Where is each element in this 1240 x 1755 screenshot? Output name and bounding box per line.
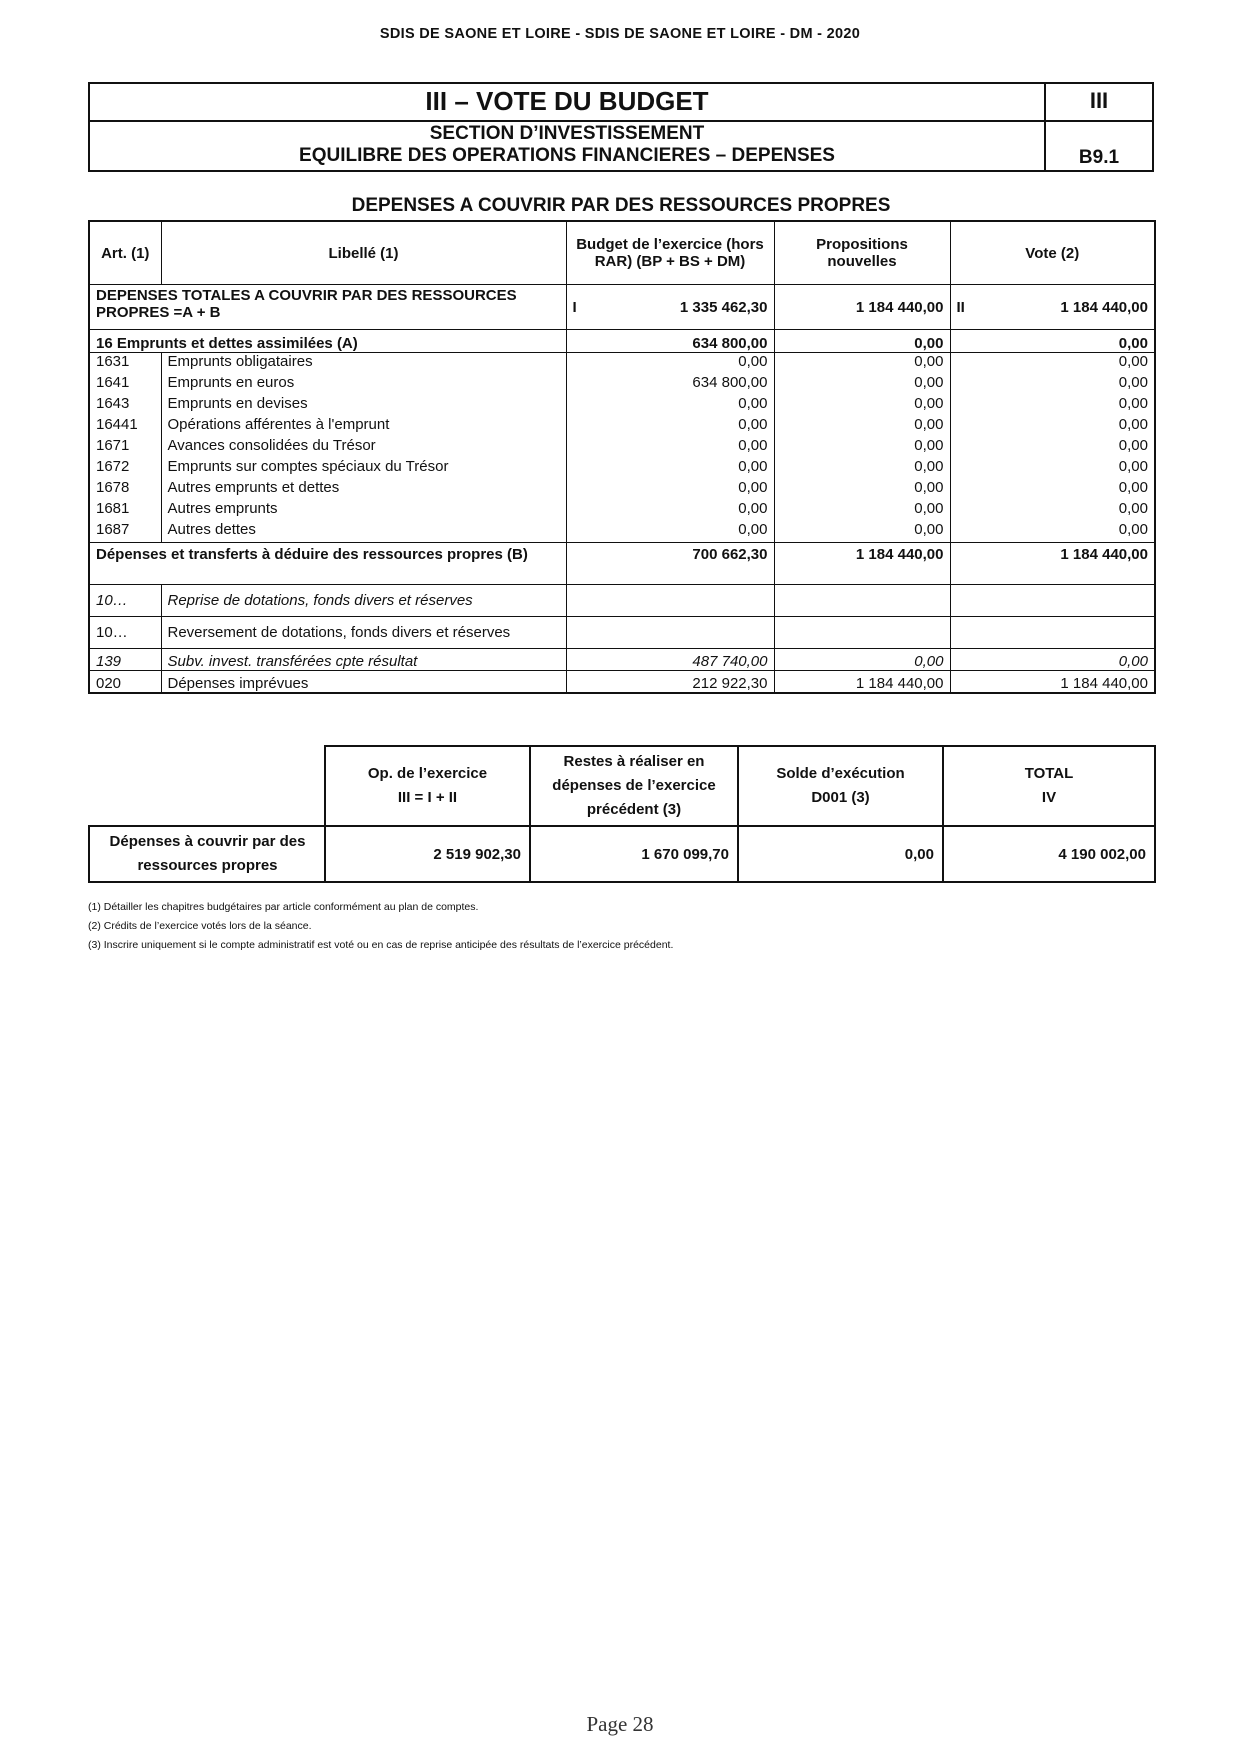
- group-b-vote: 1 184 440,00: [950, 543, 1155, 585]
- table-row: 16441 Opérations afférentes à l'emprunt 0,00 0,00 0,00: [89, 416, 1155, 437]
- summary-corner: [89, 746, 325, 826]
- summary-header-solde: Solde d’exécution D001 (3): [738, 746, 943, 826]
- summary-restes: 1 670 099,70: [530, 826, 738, 882]
- header-propositions: Propositions nouvelles: [774, 221, 950, 285]
- section-title: DEPENSES A COUVRIR PAR DES RESSOURCES PROPRES: [351, 195, 891, 216]
- group-a-vote: 0,00: [950, 330, 1155, 353]
- group-a-budget: 634 800,00: [566, 330, 774, 353]
- group-b-label: Dépenses et transferts à déduire des ressources propres (B): [89, 543, 566, 585]
- group-b-budget: 700 662,30: [566, 543, 774, 585]
- main-title: III – VOTE DU BUDGET: [425, 86, 709, 116]
- group-a-propositions: 0,00: [774, 330, 950, 353]
- table-row: 10… Reprise de dotations, fonds divers et réserves: [89, 585, 1155, 617]
- table-row: 020 Dépenses imprévues 212 922,30 1 184 440,00 1 184 440,00: [89, 671, 1155, 694]
- summary-header-row: [89, 746, 1155, 826]
- summary-solde: 0,00: [738, 826, 943, 882]
- table-row: 10… Reversement de dotations, fonds divers et réserves: [89, 617, 1155, 649]
- header-vote: Vote (2): [950, 221, 1155, 285]
- total-propositions: 1 184 440,00: [774, 285, 950, 330]
- table-header-row: [89, 221, 1155, 285]
- total-budget: I 1 335 462,30: [566, 285, 774, 330]
- document-header: SDIS DE SAONE ET LOIRE - SDIS DE SAONE ET LOIRE - DM - 2020: [379, 26, 861, 42]
- table-row: 1678 Autres emprunts et dettes 0,00 0,00 0,00: [89, 479, 1155, 500]
- header-art: Art. (1): [89, 221, 161, 285]
- table-row: 139 Subv. invest. transférées cpte résultat 487 740,00 0,00 0,00: [89, 649, 1155, 671]
- table-row: 1672 Emprunts sur comptes spéciaux du Trésor 0,00 0,00 0,00: [89, 458, 1155, 479]
- footnote: (3) Inscrire uniquement si le compte administratif est voté ou en cas de reprise anticipée des résultats de l’exercice précédent.: [88, 939, 674, 951]
- footnotes: [88, 898, 673, 955]
- footnote: (1) Détailler les chapitres budgétaires par article conformément au plan de comptes.: [88, 901, 479, 913]
- roman-ii: II: [956, 298, 965, 316]
- table-row: 1671 Avances consolidées du Trésor 0,00 0,00 0,00: [89, 437, 1155, 458]
- total-row: [89, 285, 1155, 330]
- table-row: 1643 Emprunts en devises 0,00 0,00 0,00: [89, 395, 1155, 416]
- table-row: 1687 Autres dettes 0,00 0,00 0,00: [89, 521, 1155, 543]
- header-libelle: Libellé (1): [161, 221, 566, 285]
- table-row: 1641 Emprunts en euros 634 800,00 0,00 0,00: [89, 374, 1155, 395]
- summary-op: 2 519 902,30: [325, 826, 530, 882]
- group-a-label: 16 Emprunts et dettes assimilées (A): [89, 330, 566, 353]
- title-box: [88, 82, 1154, 172]
- form-code: B9.1: [1078, 147, 1120, 168]
- roman-i: I: [572, 298, 577, 316]
- summary-header-op: Op. de l’exercice III = I + II: [325, 746, 530, 826]
- summary-table: [88, 745, 1156, 883]
- table-row: 1631 Emprunts obligataires 0,00 0,00 0,00: [89, 353, 1155, 375]
- total-label: DEPENSES TOTALES A COUVRIR PAR DES RESSOURCES PROPRES =A + B: [89, 285, 566, 330]
- table-row: 1681 Autres emprunts 0,00 0,00 0,00: [89, 500, 1155, 521]
- summary-header-restes: Restes à réaliser en dépenses de l’exercice précédent (3): [530, 746, 738, 826]
- subtitle-section: SECTION D’INVESTISSEMENT: [429, 123, 705, 144]
- summary-row-label: Dépenses à couvrir par des ressources propres: [89, 826, 325, 882]
- summary-header-total: TOTAL IV: [943, 746, 1155, 826]
- summary-total: 4 190 002,00: [943, 826, 1155, 882]
- title-code: III: [1089, 88, 1109, 113]
- group-a-row: [89, 330, 1155, 353]
- subtitle-equilibre: EQUILIBRE DES OPERATIONS FINANCIERES – DEPENSES: [299, 145, 835, 166]
- header-budget: Budget de l’exercice (hors RAR) (BP + BS + DM): [566, 221, 774, 285]
- title-divider: [1044, 84, 1046, 170]
- footnote: (2) Crédits de l’exercice votés lors de la séance.: [88, 920, 312, 932]
- summary-value-row: [89, 826, 1155, 882]
- depenses-table: [88, 220, 1156, 694]
- group-a-lines: [89, 353, 1155, 543]
- page-number: Page 28: [586, 1712, 654, 1736]
- total-vote: II 1 184 440,00: [950, 285, 1155, 330]
- group-b-row: [89, 543, 1155, 585]
- subtitle-row: [90, 120, 1152, 170]
- group-b-propositions: 1 184 440,00: [774, 543, 950, 585]
- title-row: [90, 84, 1152, 122]
